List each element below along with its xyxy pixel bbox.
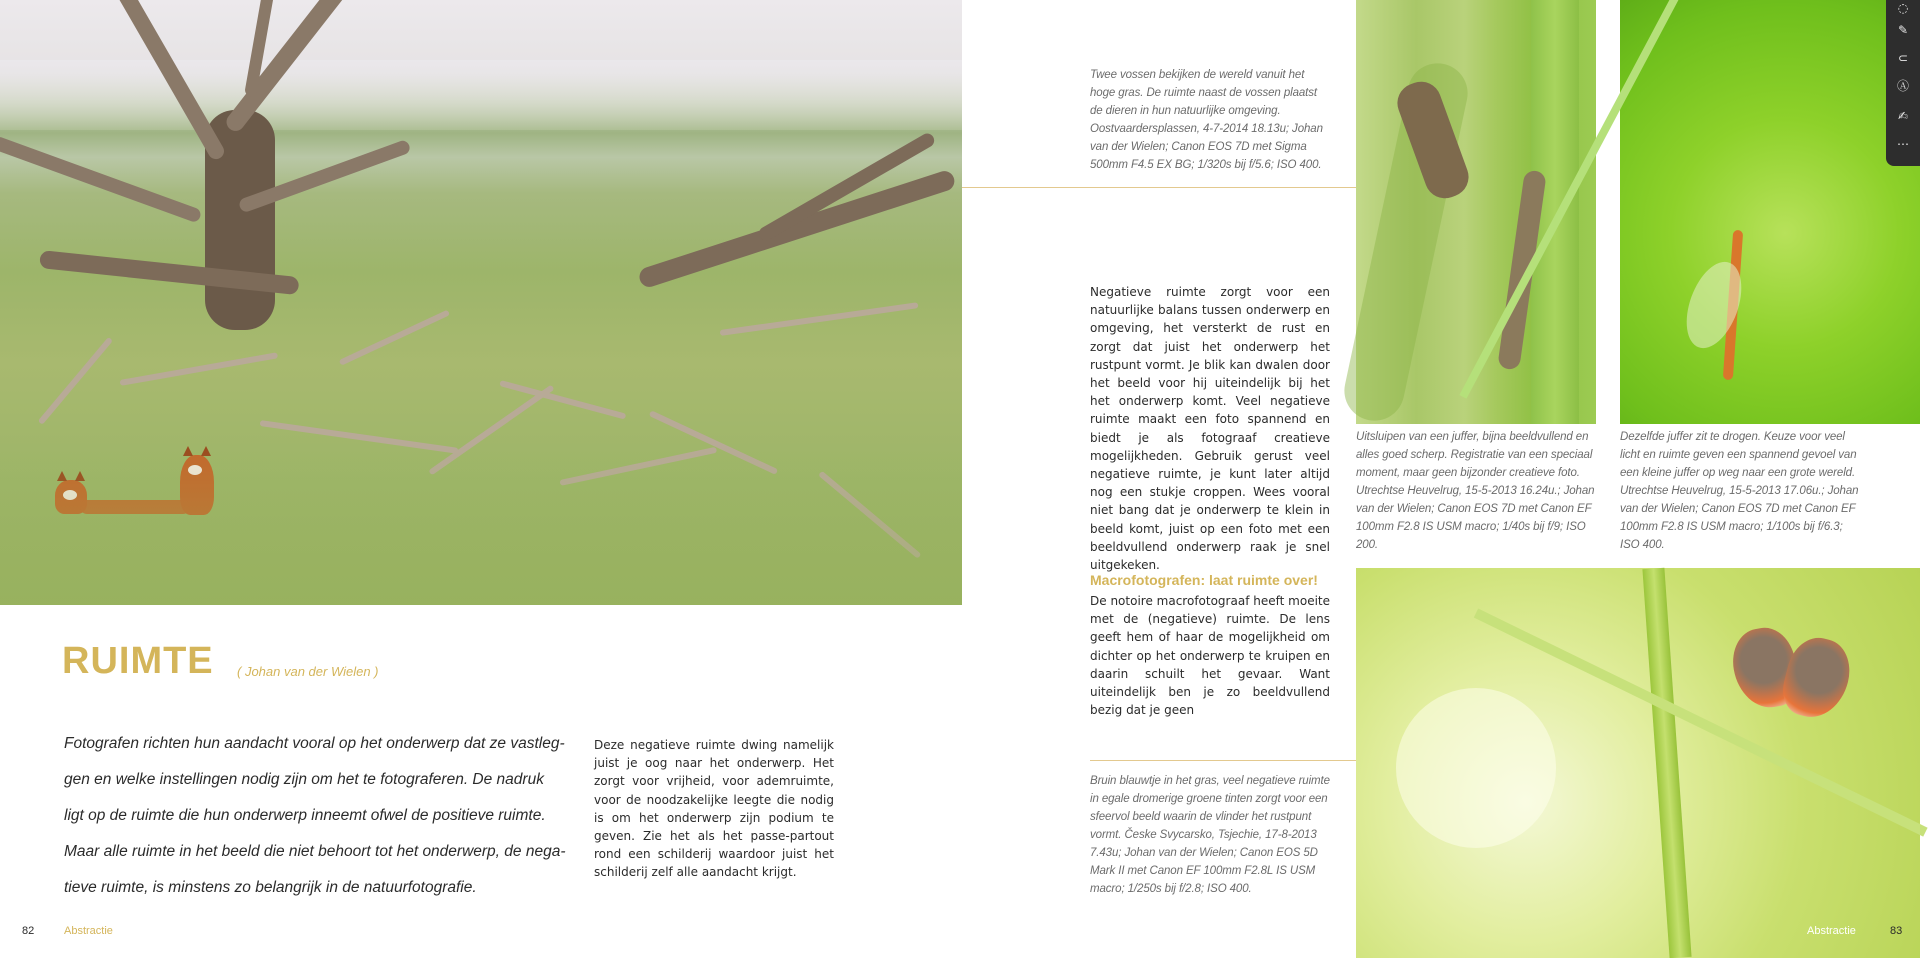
- lede-line: Fotografen richten hun aandacht vooral op het onderwerp dat ze vastleg-: [64, 735, 565, 752]
- caption-foxes: Twee vossen bekijken de wereld vanuit het hoge gras. De ruimte naast de vossen plaatst de dieren in hun natuurlijke omgeving. Oostvaardersplassen, 4-7-2014 18.13u; Johan van der Wielen; Canon EOS 7D met Sigma 500mm F4.5 EX BG; 1/320s bij f/5.6; ISO 400.: [1090, 69, 1323, 171]
- divider-top: [962, 187, 1356, 188]
- pen-icon[interactable]: ✎: [1897, 23, 1909, 37]
- article-title: RUIMTE: [62, 640, 214, 682]
- photo-brown-argus-butterfly: [1356, 568, 1920, 958]
- comment-icon[interactable]: ◌: [1897, 1, 1909, 15]
- page-number-right: 83: [1890, 925, 1903, 937]
- body-text: Negatieve ruimte zorgt voor een natuurlijke balans tussen onderwerp en omgeving, het versterkt de rust en zorgt dat juist het onderwerp het rustpunt vormt. Je blik kan dwalen door het beeld voor hij uiteindelijk bij het het onderwerp komt. Veel negatieve ruimte maakt een foto spannend en biedt je als fotograaf creatieve mogelijkheden. Gebruik gerust veel negatieve ruimte, je kunt later altijd nog een stukje croppen. Wees vooral niet bang dat je onderwerp te klein in beeld komt, juist op een foto met een beeldvullend onderwerp raak je snel uitgekeken.: [1090, 285, 1330, 573]
- more-icon[interactable]: ⋯: [1897, 137, 1909, 151]
- author-credit: ( Johan van der Wielen ): [237, 664, 379, 679]
- text-box-icon[interactable]: Ⓐ: [1896, 79, 1909, 93]
- macro-text: De notoire macrofotograaf heeft moeite met de (negatieve) ruimte. De lens geeft hem of haar de mogelijkheid om dichter op het onderwerp te kruipen en daarin schuilt het gevaar. Want uiteindelijk ben je zo beeldvullend bezig dat je geen: [1090, 594, 1330, 718]
- lede-line: ligt op de ruimte die hun onderwerp inneemt ofwel de positieve ruimte.: [64, 807, 546, 824]
- lede-paragraph: [64, 726, 574, 906]
- column-text: Deze negatieve ruimte dwing namelijk juist je oog naar het onderwerp. Het zorgt voor vrijheid, voor ademruimte, voor de noodzakelijke leegte die nodig is om het onderwerp zijn podium te geven. Zie het als het passe-partout rond een schilderij waardoor juist het schilderij zelf alle aandacht krijgt.: [594, 738, 834, 880]
- lede-line: Maar alle ruimte in het beeld die niet behoort tot het onderwerp, de nega-: [64, 843, 566, 860]
- photo-foxes-in-grass: [0, 0, 962, 605]
- caption-butterfly: Bruin blauwtje in het gras, veel negatieve ruimte in egale dromerige groene tinten zorgt voor een sfeervol beeld waarin de vlinder het rustpunt vormt. Česke Svycarsko, Tsjechie, 17-8-2013 7.43u; Johan van der Wielen; Canon EOS 5D Mark II met Canon EF 100mm F2.8L IS USM macro; 1/250s bij f/2.8; ISO 400.: [1090, 775, 1330, 895]
- lede-line: tieve ruimte, is minstens zo belangrijk in de natuurfotografie.: [64, 879, 477, 896]
- caption-dragonfly: Uitsluipen van een juffer, bijna beeldvullend en alles goed scherp. Registratie van een speciaal moment, maar geen bijzonder creatieve foto. Utrechtse Heuvelrug, 15-5-2013 16.24u.; Johan van der Wielen; Canon EOS 7D met Canon EF 100mm F2.8 IS USM macro; 1/40s bij f/9; ISO 200.: [1356, 431, 1595, 551]
- photo-damselfly-drying: [1620, 0, 1920, 424]
- section-label-right: Abstractie: [1807, 925, 1856, 937]
- page-number-left: 82: [22, 925, 35, 937]
- section-label-left: Abstractie: [64, 925, 113, 937]
- lasso-icon[interactable]: ⊂: [1897, 51, 1909, 65]
- divider-bottom: [1090, 760, 1356, 761]
- sign-icon[interactable]: ✍: [1897, 109, 1909, 123]
- caption-damselfly: Dezelfde juffer zit te drogen. Keuze voor veel licht en ruimte geven een spannend gevoel van een kleine juffer op weg naar een grote wereld. Utrechtse Heuvelrug, 15-5-2013 17.06u.; Johan van der Wielen; Canon EOS 7D met Canon EF 100mm F2.8 IS USM macro; 1/100s bij f/6.3; ISO 400.: [1620, 431, 1859, 551]
- subheading-macro: Macrofotografen: laat ruimte over!: [1090, 572, 1318, 588]
- annotation-toolbar: [1886, 0, 1920, 166]
- lede-line: gen en welke instellingen nodig zijn om het te fotograferen. De nadruk: [64, 771, 544, 788]
